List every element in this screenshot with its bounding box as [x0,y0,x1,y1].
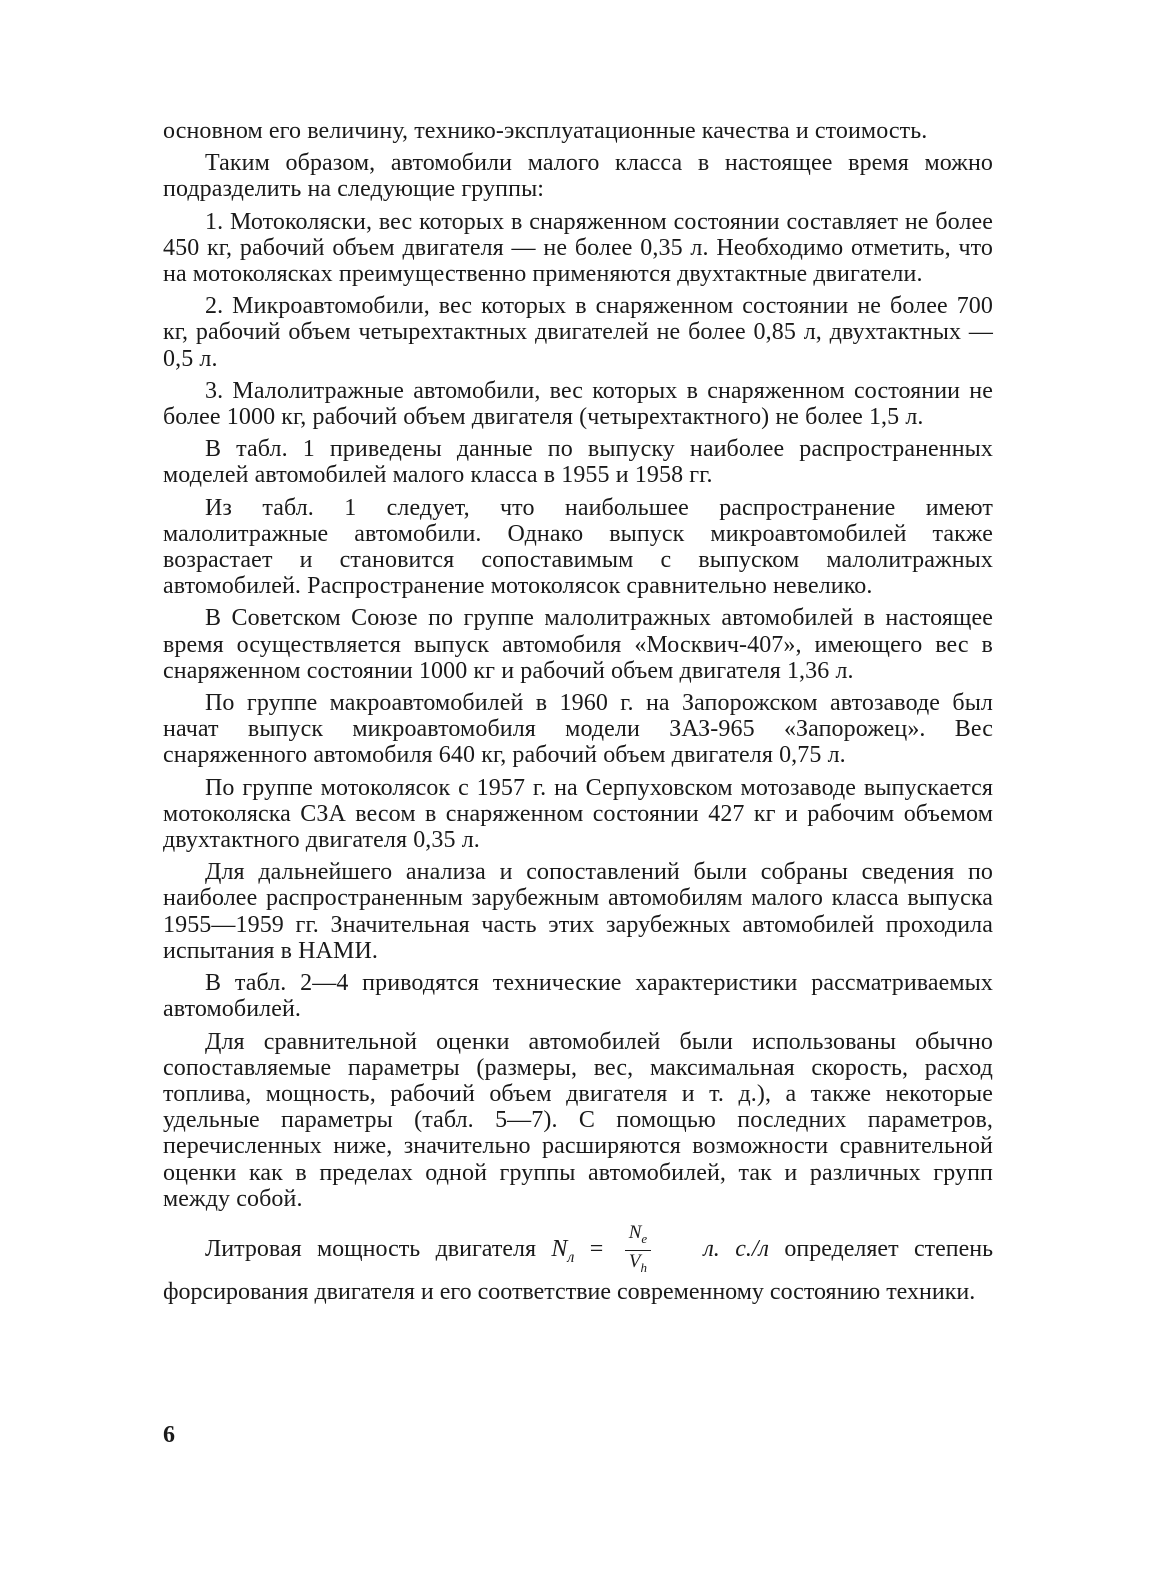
formula-lead: Литровая мощность двигателя [205,1235,536,1262]
paragraph-7: Из табл. 1 следует, что наибольшее распространение имеют малолитражные автомобили. Однако выпуск микроавтомобилей также возрастает и становится сопоставимым с выпуском малолитражных автомобилей. Распространение мотоколясок сравнительно невелико. [163,494,993,600]
paragraph-9: По группе макроавтомобилей в 1960 г. на Запорожском автозаводе был начат выпуск микроавтомобиля модели ЗАЗ-965 «Запорожец». Вес снаряженного автомобиля 640 кг, рабочий объем двигателя 0,75 л. [163,690,993,769]
formula-paragraph [163,1222,993,1305]
paragraph-11: Для дальнейшего анализа и сопоставлений были собраны сведения по наиболее распространенным зарубежным автомобилям малого класса выпуска 1955—1959 гг. Значительная часть этих зарубежных автомобилей проходила испытания в НАМИ. [163,859,993,964]
formula-lhs: N [551,1235,568,1262]
paragraph-5: 3. Малолитражные автомобили, вес которых в снаряженном состоянии не более 1000 кг, рабочий объем двигателя (четырехтактного) не более 1,5 л. [163,377,993,431]
formula-numerator [625,1222,651,1251]
paragraph-2: Таким образом, автомобили малого класса в настоящее время можно подразделить на следующие группы: [163,150,993,203]
formula [551,1221,784,1275]
numerator-symbol: N [628,1221,642,1243]
paragraph-12: В табл. 2—4 приводятся технические характеристики рассматриваемых автомобилей. [163,970,993,1023]
body-text [163,118,993,1305]
paragraph-4: 2. Микроавтомобили, вес которых в снаряженном состоянии не более 700 кг, рабочий объем четырехтактных двигателей не более 0,85 л, двухтактных — 0,5 л. [163,293,993,372]
denominator-sub: h [640,1259,647,1275]
paragraph-6: В табл. 1 приведены данные по выпуску наиболее распространенных моделей автомобилей малого класса в 1955 и 1958 гг. [163,436,993,489]
paragraph-10: По группе мотоколясок с 1957 г. на Серпуховском мотозаводе выпускается мотоколяска СЗА весом в снаряженном состоянии 427 кг и рабочим объемом двухтактного двигателя 0,35 л. [163,774,993,854]
formula-equals: = [589,1235,604,1262]
formula-unit: л. с./л [703,1235,769,1262]
formula-lhs-sub: л [567,1248,575,1266]
formula-denominator [625,1251,651,1279]
paragraph-3: 1. Мотоколяски, вес которых в снаряженном состоянии составляет не более 450 кг, рабочий объем двигателя — не более 0,35 л. Необходимо отметить, что на мотоколясках преимущественно применяются двухтактные двигатели. [163,208,993,288]
paragraph-13: Для сравнительной оценки автомобилей были использованы обычно сопоставляемые параметры (размеры, вес, максимальная скорость, расход топлива, мощность, рабочий объем двигателя и т. д.), а также некоторые удельные параметры (табл. 5—7). С помощью последних параметров, перечисленных ниже, значительно расширяются возможности сравнительной оценки как в пределах одной группы автомобилей, так и различных групп между собой. [163,1028,993,1212]
formula-tail: определяет степень форсирования двигателя и его соответствие современному состоянию техники. [163,1235,994,1305]
formula-fraction [625,1222,651,1279]
paragraph-1: основном его величину, технико-эксплуатационные качества и стоимость. [163,118,928,144]
page-number: 6 [163,1422,175,1448]
numerator-sub: e [641,1230,648,1246]
denominator-symbol: V [628,1250,641,1272]
paragraph-8: В Советском Союзе по группе малолитражных автомобилей в настоящее время осуществляется выпуск автомобиля «Москвич-407», имеющего вес в снаряженном состоянии 1000 кг и рабочий объем двигателя 1,36 л. [163,605,993,684]
